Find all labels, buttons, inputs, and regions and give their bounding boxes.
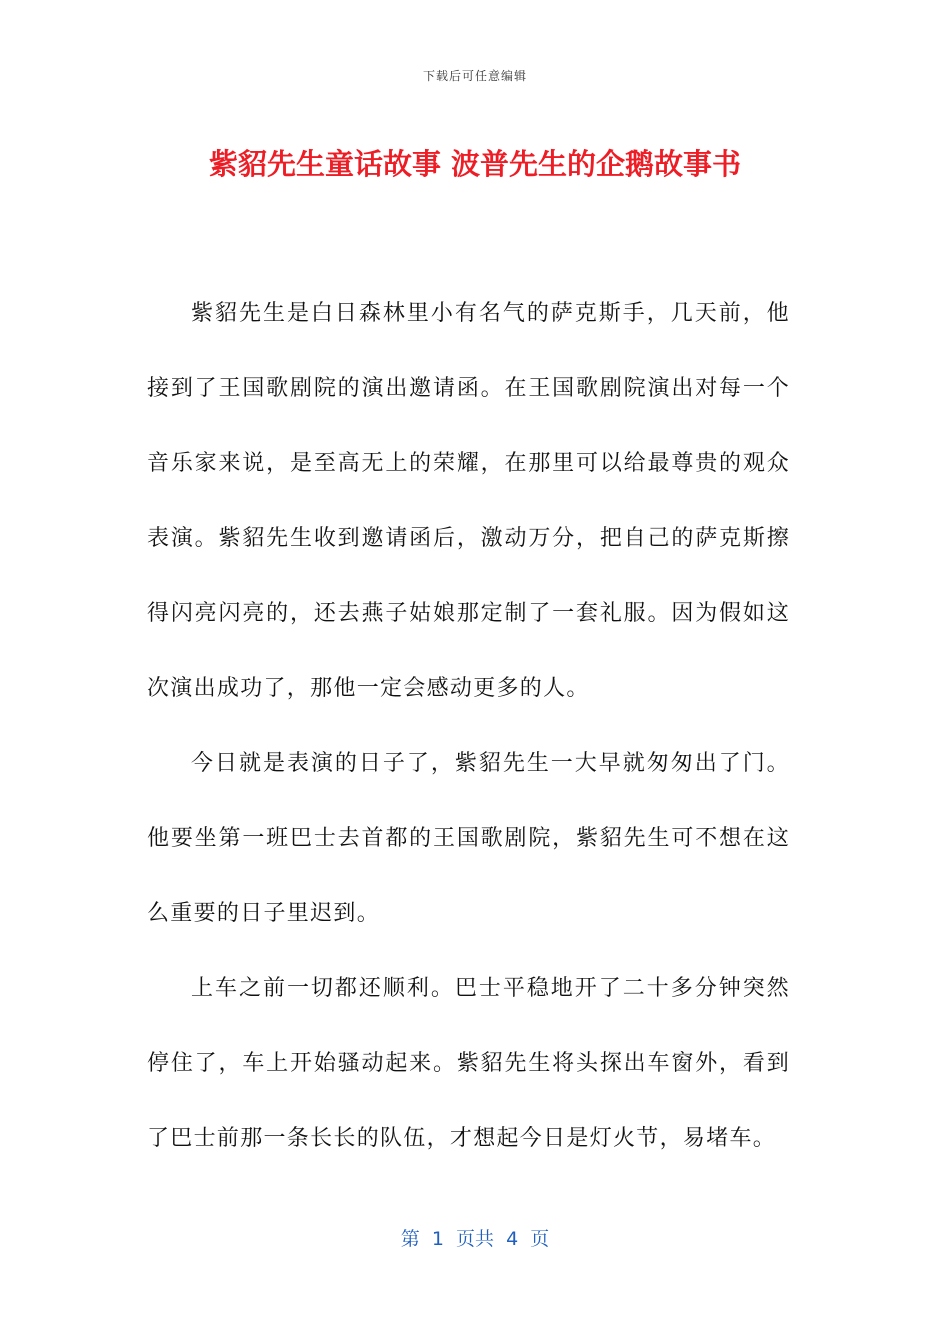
page-number-footer: 第 1 页共 4 页: [400, 1228, 550, 1250]
paragraph: 上车之前一切都还顺利。巴士平稳地开了二十多分钟突然停住了，车上开始骚动起来。紫貂先生将头探出车窗外，看到了巴士前那一条长长的队伍，才想起今日是灯火节，易堵车。: [147, 976, 790, 1151]
paragraph: 今日就是表演的日子了，紫貂先生一大早就匆匆出了门。他要坐第一班巴士去首都的王国歌剧院，紫貂先生可不想在这么重要的日子里迟到。: [147, 751, 790, 926]
paragraph: 紫貂先生是白日森林里小有名气的萨克斯手，几天前，他接到了王国歌剧院的演出邀请函。在王国歌剧院演出对每一个音乐家来说，是至高无上的荣耀，在那里可以给最尊贵的观众表演。紫貂先生收到邀请函后，激动万分，把自己的萨克斯擦得闪亮闪亮的，还去燕子姑娘那定制了一套礼服。因为假如这次演出成功了，那他一定会感动更多的人。: [147, 301, 790, 701]
document-body: [147, 276, 790, 1176]
header-note: 下载后可任意编辑: [422, 69, 527, 83]
document-title: 紫貂先生童话故事 波普先生的企鹅故事书: [208, 147, 742, 181]
